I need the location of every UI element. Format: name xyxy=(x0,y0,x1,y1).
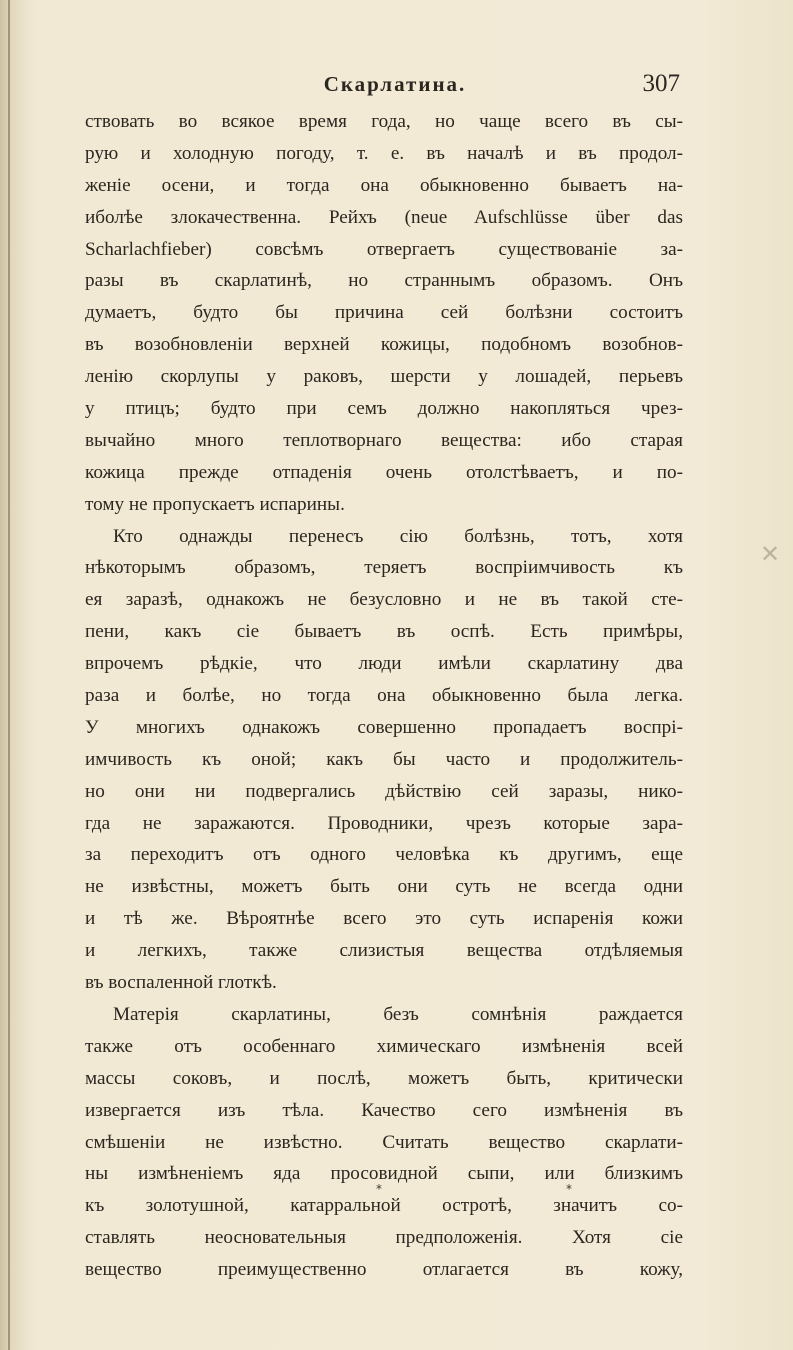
page-binding-shadow xyxy=(0,0,26,1350)
text-line: не извѣстны, можетъ быть они суть не всегда одни xyxy=(85,876,683,898)
signature-marks xyxy=(0,1176,793,1206)
text-line: кожица прежде отпаденія очень отолстѣваетъ, и по- xyxy=(85,461,683,483)
text-line: гда не заражаются. Проводники, чрезъ которые зара- xyxy=(85,812,683,834)
text-line: ставлять неосновательныя предположенія. Хотя сіе xyxy=(85,1227,683,1249)
text-line: массы соковъ, и послѣ, можетъ быть, критически xyxy=(85,1067,683,1089)
text-line: ленію скорлупы у раковъ, шерсти у лошадей, перьевъ xyxy=(85,366,683,388)
running-title: Скарлатина. xyxy=(323,72,467,96)
text-line: вычайно много теплотворнаго вещества: ибо старая xyxy=(85,429,683,451)
paragraph-start-line: Матерія скарлатины, безъ сомнѣнія раждается xyxy=(113,1003,683,1025)
paragraph-end-line: тому не пропускаетъ испарины. xyxy=(85,493,345,515)
page-number: 307 xyxy=(642,70,680,97)
signature-mark-left: * xyxy=(376,1182,382,1196)
text-line: къ золотушной, катарральной остротѣ, значитъ со- xyxy=(85,1195,683,1217)
text-line: раза и болѣе, но тогда она обыкновенно была легка. xyxy=(85,685,683,707)
text-line: ея заразѣ, однакожъ не безусловно и не въ такой сте- xyxy=(85,589,683,611)
text-line: ны измѣненіемъ яда просовидной сыпи, или близкимъ xyxy=(85,1163,683,1185)
text-line: У многихъ однакожъ совершенно пропадаетъ воспрі- xyxy=(85,716,683,738)
paragraph-end-line: въ воспаленной глоткѣ. xyxy=(85,972,277,994)
page-binding-edge xyxy=(8,0,10,1350)
text-line: извергается изъ тѣла. Качество сего измѣненія въ xyxy=(85,1099,683,1121)
body-text xyxy=(85,106,683,1286)
text-line: имчивость къ оной; какъ бы часто и продолжитель- xyxy=(85,748,683,770)
paragraph-start-line: Кто однажды перенесъ сію болѣзнь, тотъ, хотя xyxy=(113,525,683,547)
text-line: разы въ скарлатинѣ, но страннымъ образомъ. Онъ xyxy=(85,270,683,292)
text-line: Scharlachfieber) совсѣмъ отвергаетъ существованіе за- xyxy=(85,238,683,260)
running-head xyxy=(80,68,680,102)
text-line: впрочемъ рѣдкіе, что люди имѣли скарлатину два xyxy=(85,653,683,675)
text-line: въ возобновленіи верхней кожицы, подобномъ возобнов- xyxy=(85,334,683,356)
text-line: также отъ особеннаго химическаго измѣненія всей xyxy=(85,1035,683,1057)
text-line: у птицъ; будто при семъ должно накопляться чрез- xyxy=(85,398,683,420)
text-line: думаетъ, будто бы причина сей болѣзни состоитъ xyxy=(85,302,683,324)
text-line: и легкихъ, также слизистыя вещества отдѣляемыя xyxy=(85,940,683,962)
signature-mark-right: * xyxy=(566,1182,572,1196)
text-line: рую и холодную погоду, т. е. въ началѣ и въ продол- xyxy=(85,142,683,164)
text-line: и тѣ же. Вѣроятнѣе всего это суть испаренія кожи xyxy=(85,908,683,930)
text-line: нѣкоторымъ образомъ, теряетъ воспріимчивость къ xyxy=(85,557,683,579)
text-line: вещество преимущественно отлагается въ кожу, xyxy=(85,1259,683,1281)
text-line: за переходитъ отъ одного человѣка къ другимъ, еще xyxy=(85,844,683,866)
text-line: ствовать во всякое время года, но чаще всего въ сы- xyxy=(85,111,683,132)
text-line: женіе осени, и тогда она обыкновенно бываетъ на- xyxy=(85,174,683,196)
text-line: иболѣе злокачественна. Рейхъ (neue Aufschlüsse über das xyxy=(85,206,683,228)
text-line: но они ни подвергались дѣйствію сей заразы, нико- xyxy=(85,780,683,802)
paper-blemish: ✕ xyxy=(760,540,781,568)
text-line: пени, какъ сіе бываетъ въ оспѣ. Есть примѣры, xyxy=(85,621,683,643)
text-line: смѣшеніи не извѣстно. Считать вещество скарлати- xyxy=(85,1131,683,1153)
